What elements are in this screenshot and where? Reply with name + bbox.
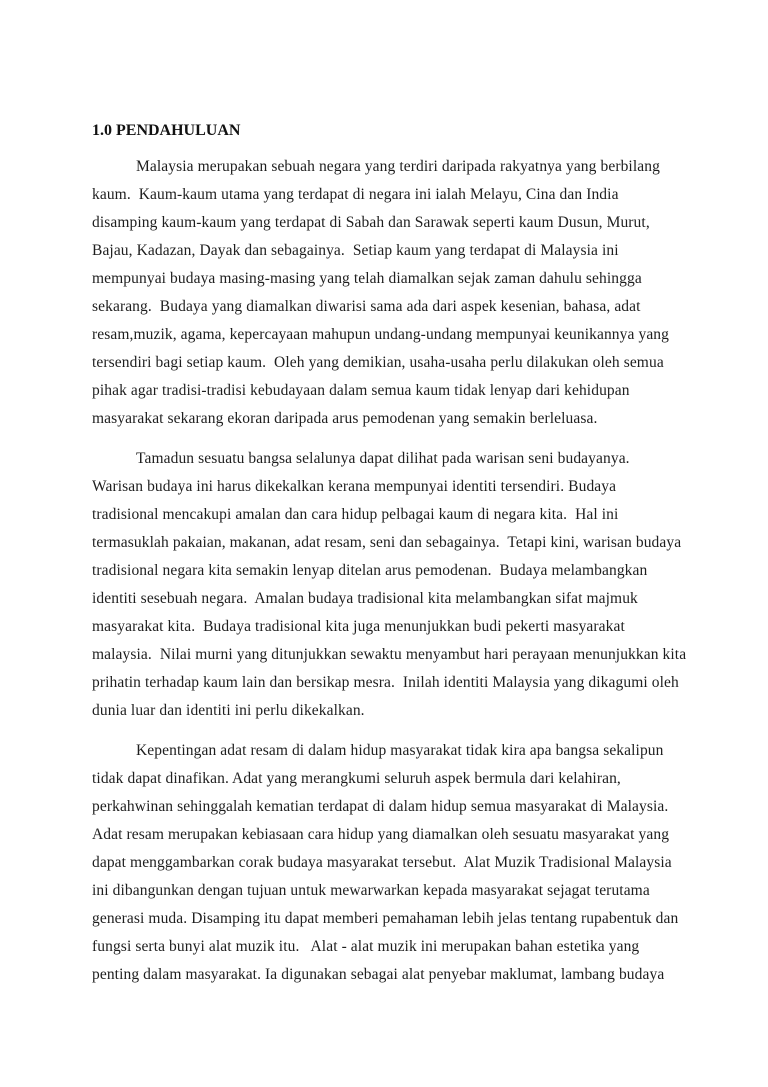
text-line: malaysia. Nilai murni yang ditunjukkan sewaktu menyambut hari perayaan menunjukkan kita	[92, 646, 687, 663]
text-line: Kepentingan adat resam di dalam hidup masyarakat tidak kira apa bangsa sekalipun	[136, 742, 664, 759]
text-line: masyarakat sekarang ekoran daripada arus pemodenan yang semakin berleluasa.	[92, 410, 598, 427]
text-line: dapat menggambarkan corak budaya masyarakat tersebut. Alat Muzik Tradisional Malaysia	[92, 854, 672, 871]
text-line: ini dibangunkan dengan tujuan untuk mewarwarkan kepada masyarakat sejagat terutama	[92, 882, 650, 899]
text-line: tidak dapat dinafikan. Adat yang merangkumi seluruh aspek bermula dari kelahiran,	[92, 770, 621, 787]
text-line: resam,muzik, agama, kepercayaan mahupun undang-undang mempunyai keunikannya yang	[92, 326, 669, 343]
text-line: Warisan budaya ini harus dikekalkan kerana mempunyai identiti tersendiri. Budaya	[92, 478, 617, 495]
text-line: generasi muda. Disamping itu dapat memberi pemahaman lebih jelas tentang rupabentuk dan	[92, 910, 679, 927]
text-line: termasuklah pakaian, makanan, adat resam, seni dan sebagainya. Tetapi kini, warisan budaya	[92, 534, 682, 551]
text-line: penting dalam masyarakat. Ia digunakan sebagai alat penyebar maklumat, lambang budaya	[92, 966, 665, 983]
section-heading: 1.0 PENDAHULUAN	[92, 122, 241, 139]
document-content	[92, 0, 738, 989]
text-line: sekarang. Budaya yang diamalkan diwarisi sama ada dari aspek kesenian, bahasa, adat	[92, 298, 641, 315]
text-line: fungsi serta bunyi alat muzik itu. Alat - alat muzik ini merupakan bahan estetika yang	[92, 938, 640, 955]
text-line: dunia luar dan identiti ini perlu dikekalkan.	[92, 702, 365, 719]
text-line: masyarakat kita. Budaya tradisional kita juga menunjukkan budi pekerti masyarakat	[92, 618, 625, 635]
text-line: Bajau, Kadazan, Dayak dan sebagainya. Setiap kaum yang terdapat di Malaysia ini	[92, 242, 619, 259]
text-line: tersendiri bagi setiap kaum. Oleh yang demikian, usaha-usaha perlu dilakukan oleh semua	[92, 354, 664, 371]
text-line: Malaysia merupakan sebuah negara yang terdiri daripada rakyatnya yang berbilang	[136, 158, 660, 175]
paragraph-1	[92, 153, 738, 433]
text-line: pihak agar tradisi-tradisi kebudayaan dalam semua kaum tidak lenyap dari kehidupan	[92, 382, 630, 399]
text-line: tradisional mencakupi amalan dan cara hidup pelbagai kaum di negara kita. Hal ini	[92, 506, 619, 523]
text-line: perkahwinan sehinggalah kematian terdapat di dalam hidup semua masyarakat di Malaysia.	[92, 798, 669, 815]
text-line: Adat resam merupakan kebiasaan cara hidup yang diamalkan oleh sesuatu masyarakat yang	[92, 826, 670, 843]
paragraph-2	[92, 445, 738, 725]
text-line: kaum. Kaum-kaum utama yang terdapat di negara ini ialah Melayu, Cina dan India	[92, 186, 619, 203]
text-line: identiti sesebuah negara. Amalan budaya tradisional kita melambangkan sifat majmuk	[92, 590, 638, 607]
text-line: prihatin terhadap kaum lain dan bersikap mesra. Inilah identiti Malaysia yang dikagumi oleh	[92, 674, 679, 691]
text-line: Tamadun sesuatu bangsa selalunya dapat dilihat pada warisan seni budayanya.	[136, 450, 630, 467]
text-line: tradisional negara kita semakin lenyap ditelan arus pemodenan. Budaya melambangkan	[92, 562, 648, 579]
text-line: disamping kaum-kaum yang terdapat di Sabah dan Sarawak seperti kaum Dusun, Murut,	[92, 214, 650, 231]
text-line: mempunyai budaya masing-masing yang telah diamalkan sejak zaman dahulu sehingga	[92, 270, 642, 287]
paragraph-3	[92, 737, 738, 989]
